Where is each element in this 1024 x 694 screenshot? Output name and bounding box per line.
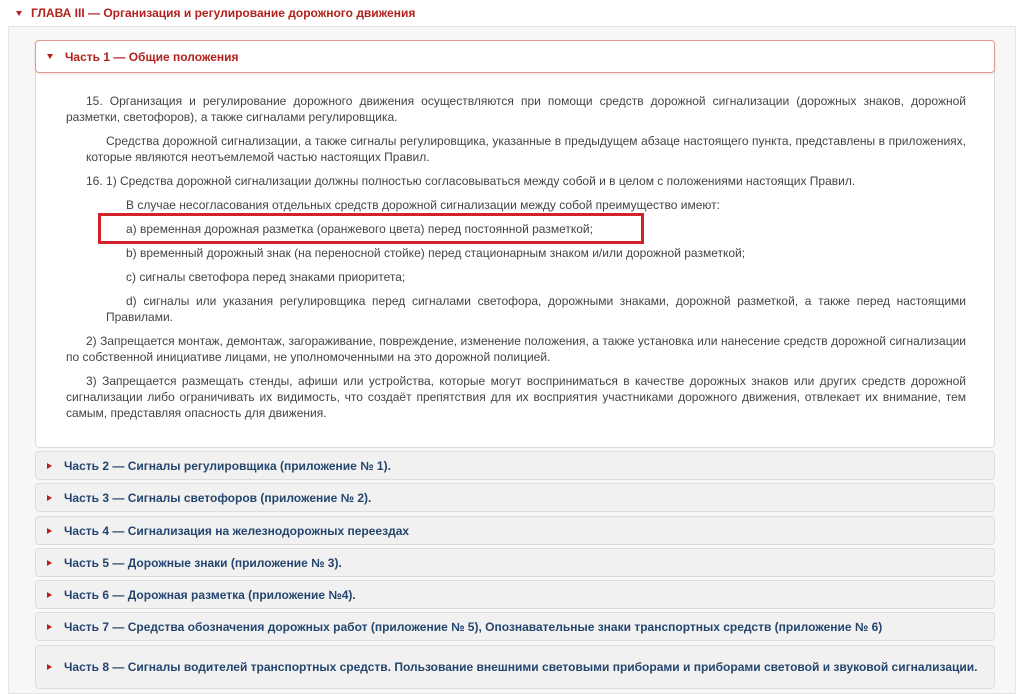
paragraph-16: 16. 1) Средства дорожной сигнализации должны полностью согласовываться между собой и в целом с положениями настоящих Правил.	[86, 174, 856, 188]
part-6-header[interactable]	[35, 580, 995, 609]
highlight-box	[98, 213, 644, 244]
caret-down-icon	[47, 54, 53, 59]
part-8-header[interactable]	[35, 645, 995, 689]
caret-right-icon	[47, 463, 52, 469]
caret-down-icon	[16, 11, 22, 16]
part-3-header[interactable]	[35, 483, 995, 512]
part-1-header[interactable]	[35, 40, 995, 73]
part-6-title: Часть 6 — Дорожная разметка (приложение №4).	[64, 587, 356, 602]
part-1-title: Часть 1 — Общие положения	[65, 49, 239, 64]
part-3-title: Часть 3 — Сигналы светофоров (приложение № 2).	[64, 490, 372, 505]
paragraph-16-intro: В случае несогласования отдельных средств дорожной сигнализации между собой преимущество имеют:	[126, 198, 720, 212]
list-item-b: b) временный дорожный знак (на переносной стойке) перед стационарным знаком и/или дорожной разметкой;	[126, 246, 746, 260]
paragraph-15-b: Средства дорожной сигнализации, а также сигналы регулировщика, указанные в предыдущем абзаце настоящего пункта, представлены в приложениях, которые являются неотъемлемой частью настоящих Правил.	[86, 134, 966, 164]
part-2-header[interactable]	[35, 451, 995, 480]
chapter-title: ГЛАВА III — Организация и регулирование дорожного движения	[31, 6, 416, 20]
paragraph-16-2: 2) Запрещается монтаж, демонтаж, загораживание, повреждение, изменение положения, а также установка или нанесение средств дорожной сигнализации по собственной инициативе лицами, не уполномоченными на это дорожной полицией.	[66, 334, 966, 364]
list-item-c: c) сигналы светофора перед знаками приоритета;	[126, 270, 406, 284]
paragraph-16-3: 3) Запрещается размещать стенды, афиши или устройства, которые могут восприниматься в качестве дорожных знаков или других средств дорожной сигнализации либо ограничивать их видимость, что создаёт препятствия для их восприятия участниками дорожного движения, отвлекает их внимание, тем самым, представляя опасность для движения.	[66, 374, 966, 420]
caret-right-icon	[47, 592, 52, 598]
caret-right-icon	[47, 624, 52, 630]
part-7-header[interactable]	[35, 612, 995, 641]
caret-right-icon	[47, 560, 52, 566]
paragraph-15: 15. Организация и регулирование дорожного движения осуществляются при помощи средств дорожной сигнализации (дорожных знаков, дорожной разметки, светофоров), а также сигналами регулировщика.	[66, 94, 966, 124]
part-2-title: Часть 2 — Сигналы регулировщика (приложение № 1).	[64, 458, 391, 473]
part-1-content	[66, 93, 966, 429]
part-4-title: Часть 4 — Сигнализация на железнодорожных переездах	[64, 523, 410, 538]
caret-right-icon	[47, 664, 52, 670]
caret-right-icon	[47, 528, 52, 534]
list-item-a: a) временная дорожная разметка (оранжевого цвета) перед постоянной разметкой;	[126, 222, 593, 236]
list-item-d: d) сигналы или указания регулировщика перед сигналами светофора, дорожными знаками, дорожной разметкой, а также перед настоящими Правилами.	[106, 294, 966, 324]
part-4-header[interactable]	[35, 516, 995, 545]
part-7-title: Часть 7 — Средства обозначения дорожных работ (приложение № 5), Опознавательные знаки транспортных средств (приложение № 6)	[64, 619, 883, 634]
caret-right-icon	[47, 495, 52, 501]
part-8-title: Часть 8 — Сигналы водителей транспортных средств. Пользование внешними световыми приборами и приборами световой и звуковой сигнализации.	[64, 660, 978, 674]
part-5-header[interactable]	[35, 548, 995, 577]
chapter-header[interactable]	[0, 0, 1024, 26]
part-5-title: Часть 5 — Дорожные знаки (приложение № 3).	[64, 555, 342, 570]
